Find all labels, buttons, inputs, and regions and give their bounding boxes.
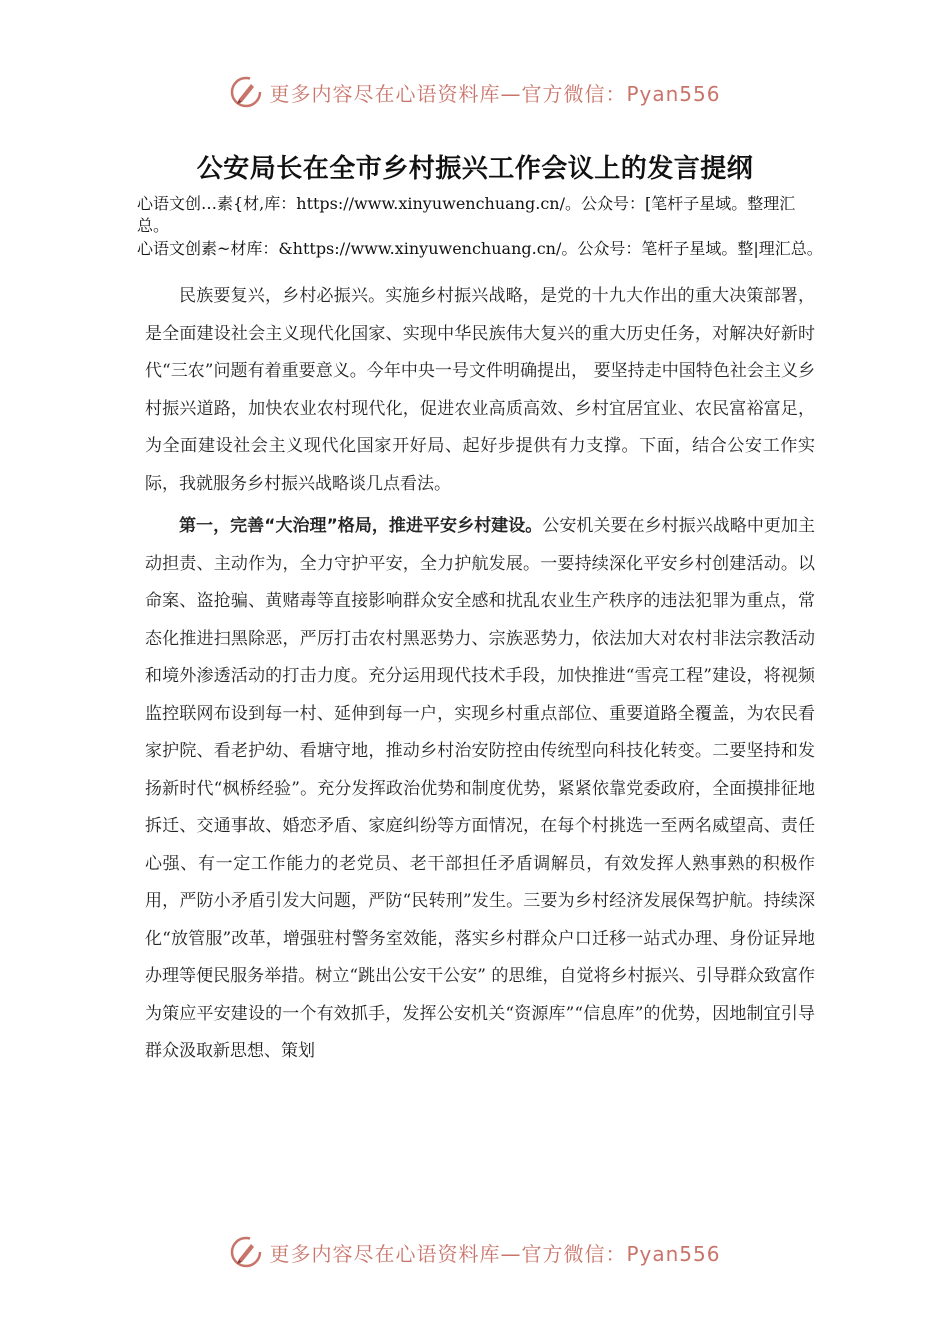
document-title: 公安局长在全市乡村振兴工作会议上的发言提纲 [196,154,754,184]
section-one-heading: 第一，完善“大治理”格局，推进平安乡村建设。 [179,516,543,536]
intro-paragraph: 民族要复兴，乡村必振兴。实施乡村振兴战略，是党的十九大作出的重大决策部署，是全面建设社会主义现代化国家、实现中华民族伟大复兴的重大历史任务，对解决好新时代“三农”问题有着重要意义。今年中央一号文件明确提出， 要坚持走中国特色社会主义乡村振兴道路，加快农业农村现代化，促进农业高质高效、乡村宜居宜业、农民富裕富足，为全面建设社会主义现代化国家开好局、起好步提供有力支撑。下面，结合公安工作实际，我就服务乡村振兴战略谈几点看法。 [145,286,815,494]
section-one-body: 公安机关要在乡村振兴战略中更加主动担责、主动作为，全力守护平安，全力护航发展。一要持续深化平安乡村创建活动。以命案、盗抢骗、黄赌毒等直接影响群众安全感和扰乱农业生产秩序的违法犯罪为重点，常态化推进扫黑除恶，严厉打击农村黑恶势力、宗族恶势力，依法加大对农村非法宗教活动和境外渗透活动的打击力度。充分运用现代技术手段，加快推进“雪亮工程”建设，将视频监控联网布设到每一村、延伸到每一户，实现乡村重点部位、重要道路全覆盖，为农民看家护院、看老护幼、看塘守地，推动乡村治安防控由传统型向科技化转变。二要坚持和发扬新时代“枫桥经验”。充分发挥政治优势和制度优势，紧紧依靠党委政府，全面摸排征地拆迁、交通事故、婚恋矛盾、家庭纠纷等方面情况，在每个村挑选一至两名威望高、责任心强、有一定工作能力的老党员、老干部担任矛盾调解员，有效发挥人熟事熟的积极作用，严防小矛盾引发大问题，严防“民转刑”发生。三要为乡村经济发展保驾护航。持续深化“放管服”改革，增强驻村警务室效能，落实乡村群众户口迁移一站式办理、身份证异地办理等便民服务举措。树立“跳出公安干公安” 的思维，自觉将乡村振兴、引导群众致富作为策应平安建设的一个有效抓手，发挥公安机关“资源库”“信息库”的优势，因地制宜引导群众汲取新思想、策划 [145,516,815,1061]
header-banner [0,72,950,112]
source-note-line: 心语文创…素{材,库：https://www.xinyuwenchuang.cn/。公众号：[笔杆子星域。整理汇总。 [137,194,796,235]
pen-circle-logo-icon [229,1235,263,1269]
section-one-paragraph [145,508,815,1071]
footer-banner [0,1232,950,1272]
banner-text: 更多内容尽在心语资料库—官方微信：Pyan556 [269,81,721,106]
pen-circle-logo-icon [229,75,263,109]
source-note-line: 心语文创素~材库：&https://www.xinyuwenchuang.cn/。公众号：笔杆子星域。整|理汇总。 [137,239,823,258]
banner-text: 更多内容尽在心语资料库—官方微信：Pyan556 [269,1241,721,1266]
